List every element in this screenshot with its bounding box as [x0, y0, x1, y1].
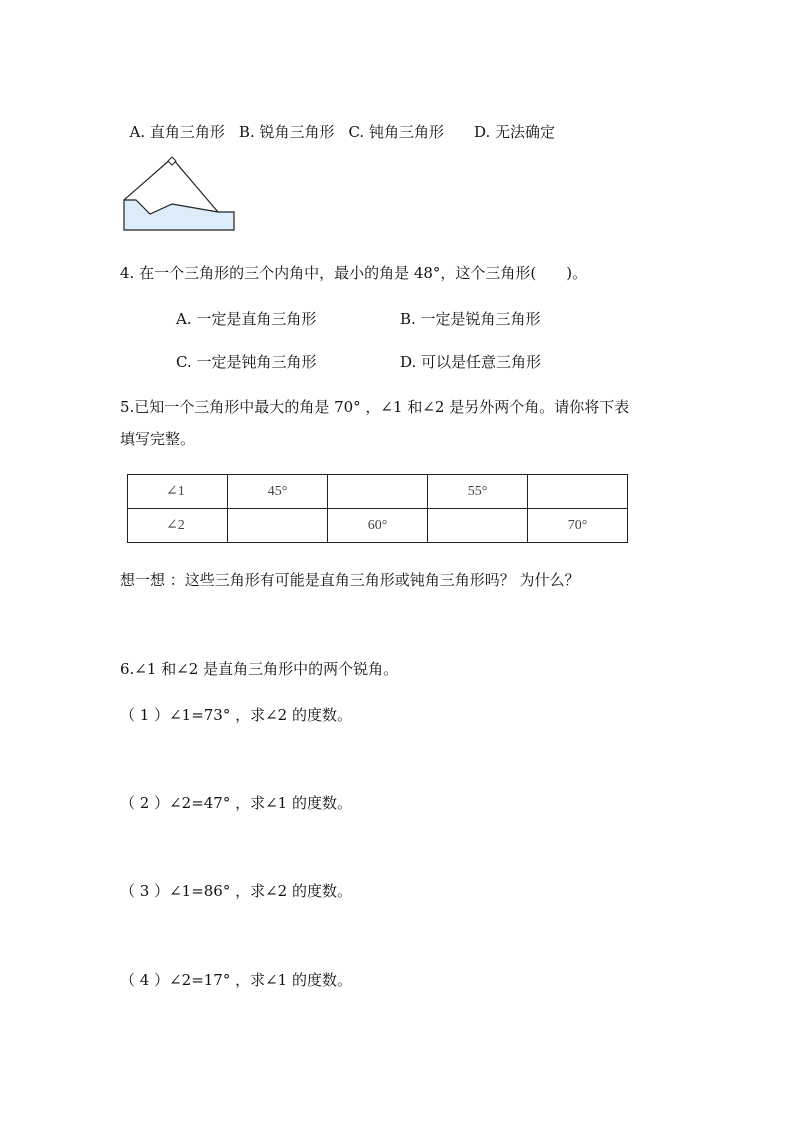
table-row — [128, 509, 628, 543]
table-cell: 60° — [328, 509, 428, 543]
angle-table — [127, 474, 628, 543]
table-cell — [528, 475, 628, 509]
q5-stem-line2: 填写完整。 — [120, 430, 196, 448]
q5-think: 想一想 ：这些三角形有可能是直角三角形或钝角三角形吗？ 为什么？ — [120, 571, 580, 589]
q3-option-c: C. 钝角三角形 — [348, 123, 444, 141]
row-label-angle1: ∠1 — [128, 475, 228, 509]
table-cell — [328, 475, 428, 509]
q4-option-c: C. 一定是钝角三角形 — [176, 353, 317, 371]
q6-part-3: （ 3 ）∠1=86° ，求∠2 的度数。 — [120, 882, 352, 900]
q3-option-b: B. 锐角三角形 — [238, 123, 335, 141]
q6-part-2: （ 2 ）∠2=47° ，求∠1 的度数。 — [120, 794, 352, 812]
q3-options — [120, 102, 555, 142]
row-label-angle2: ∠2 — [128, 509, 228, 543]
q3-option-a: A. 直角三角形 — [129, 123, 225, 141]
q6-part-4: （ 4 ）∠2=17° ，求∠1 的度数。 — [120, 971, 352, 989]
q3-option-d: D. 无法确定 — [473, 123, 555, 141]
q6-stem: 6.∠1 和∠2 是直角三角形中的两个锐角。 — [120, 660, 399, 678]
table-cell — [228, 509, 328, 543]
q4-stem: 4. 在一个三角形的三个内角中，最小的角是 48°，这个三角形( )。 — [120, 264, 588, 282]
q6-part-1: （ 1 ）∠1=73° ，求∠2 的度数。 — [120, 706, 352, 724]
q4-option-d: D. 可以是任意三角形 — [400, 353, 542, 371]
q4-option-a: A. 一定是直角三角形 — [176, 310, 317, 328]
table-cell: 70° — [528, 509, 628, 543]
table-cell: 55° — [428, 475, 528, 509]
table-cell: 45° — [228, 475, 328, 509]
q5-stem-line1: 5.已知一个三角形中最大的角是 70° ，∠1 和∠2 是另外两个角。请你将下表 — [120, 398, 630, 416]
table-cell — [428, 509, 528, 543]
water-shape — [124, 200, 234, 230]
triangle-figure — [118, 152, 240, 234]
table-row — [128, 475, 628, 509]
right-angle-marker — [168, 157, 176, 165]
q4-option-b: B. 一定是锐角三角形 — [400, 310, 541, 328]
